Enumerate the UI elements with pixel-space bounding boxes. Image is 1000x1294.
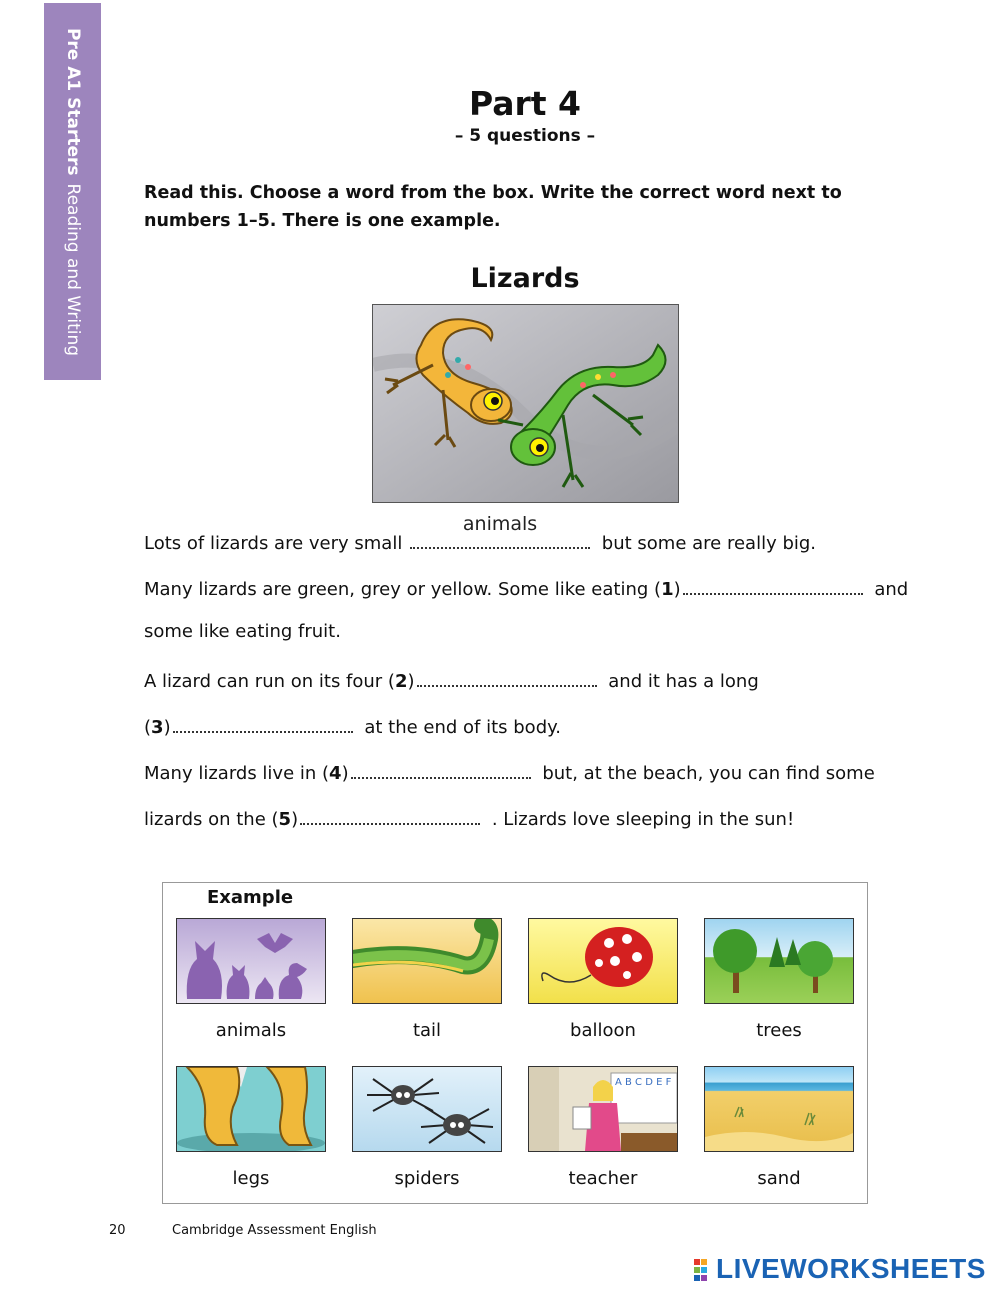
page-number: 20: [109, 1223, 126, 1238]
story-line-3: some like eating fruit.: [144, 621, 341, 642]
word-box: [162, 882, 868, 1204]
side-tab: [44, 3, 101, 380]
whiteboard-text: A B C D E F: [615, 1077, 672, 1088]
story-line-4: A lizard can run on its four (2) and it has a long: [144, 667, 759, 692]
story-line-5: (3) at the end of its body.: [144, 713, 561, 738]
legs-image: [176, 1066, 326, 1152]
example-label: Example: [207, 887, 294, 908]
lizards-illustration: [372, 304, 679, 503]
liveworksheets-name: LIVEWORKSHEETS: [716, 1253, 986, 1284]
page-subtitle: – 5 questions –: [454, 126, 596, 146]
word-sand: sand: [757, 1168, 801, 1189]
example-answer: animals: [462, 513, 538, 535]
side-tab-text: [63, 27, 83, 355]
word-animals: animals: [215, 1020, 287, 1041]
story-heading: Lizards: [470, 263, 580, 294]
liveworksheets-logo-icon: [694, 1259, 714, 1281]
word-legs: legs: [232, 1168, 270, 1189]
answer-input-1[interactable]: [683, 575, 863, 595]
story-line-1: Lots of lizards are very small animals but some are really big.: [144, 513, 817, 554]
word-tail: tail: [412, 1020, 442, 1041]
answer-input-5[interactable]: [300, 805, 480, 825]
answer-input-2[interactable]: [417, 667, 597, 687]
word-teacher: teacher: [568, 1168, 638, 1189]
balloon-image: [528, 918, 678, 1004]
example-gap: [410, 513, 590, 549]
animals-image: [176, 918, 326, 1004]
sand-image: [704, 1066, 854, 1152]
word-balloon: balloon: [570, 1020, 636, 1041]
word-spiders: spiders: [394, 1168, 460, 1189]
side-tab-bold: Pre A1 Starters: [62, 27, 83, 176]
trees-image: [704, 918, 854, 1004]
page-title: Part 4: [468, 84, 582, 123]
answer-input-4[interactable]: [351, 759, 531, 779]
answer-input-3[interactable]: [173, 713, 353, 733]
story-line-6: Many lizards live in (4) but, at the beach, you can find some: [144, 759, 875, 784]
tail-image: [352, 918, 502, 1004]
teacher-image: [528, 1066, 678, 1152]
word-trees: trees: [756, 1020, 802, 1041]
story-line-2: Many lizards are green, grey or yellow. Some like eating (1) and: [144, 575, 908, 600]
publisher: Cambridge Assessment English: [172, 1223, 377, 1238]
spiders-image: [352, 1066, 502, 1152]
story-line-7: lizards on the (5) . Lizards love sleeping in the sun!: [144, 805, 794, 830]
side-tab-normal: Reading and Writing: [62, 183, 83, 356]
instructions: Read this. Choose a word from the box. Write the correct word next to numbers 1–5. There is one example.: [144, 183, 842, 231]
